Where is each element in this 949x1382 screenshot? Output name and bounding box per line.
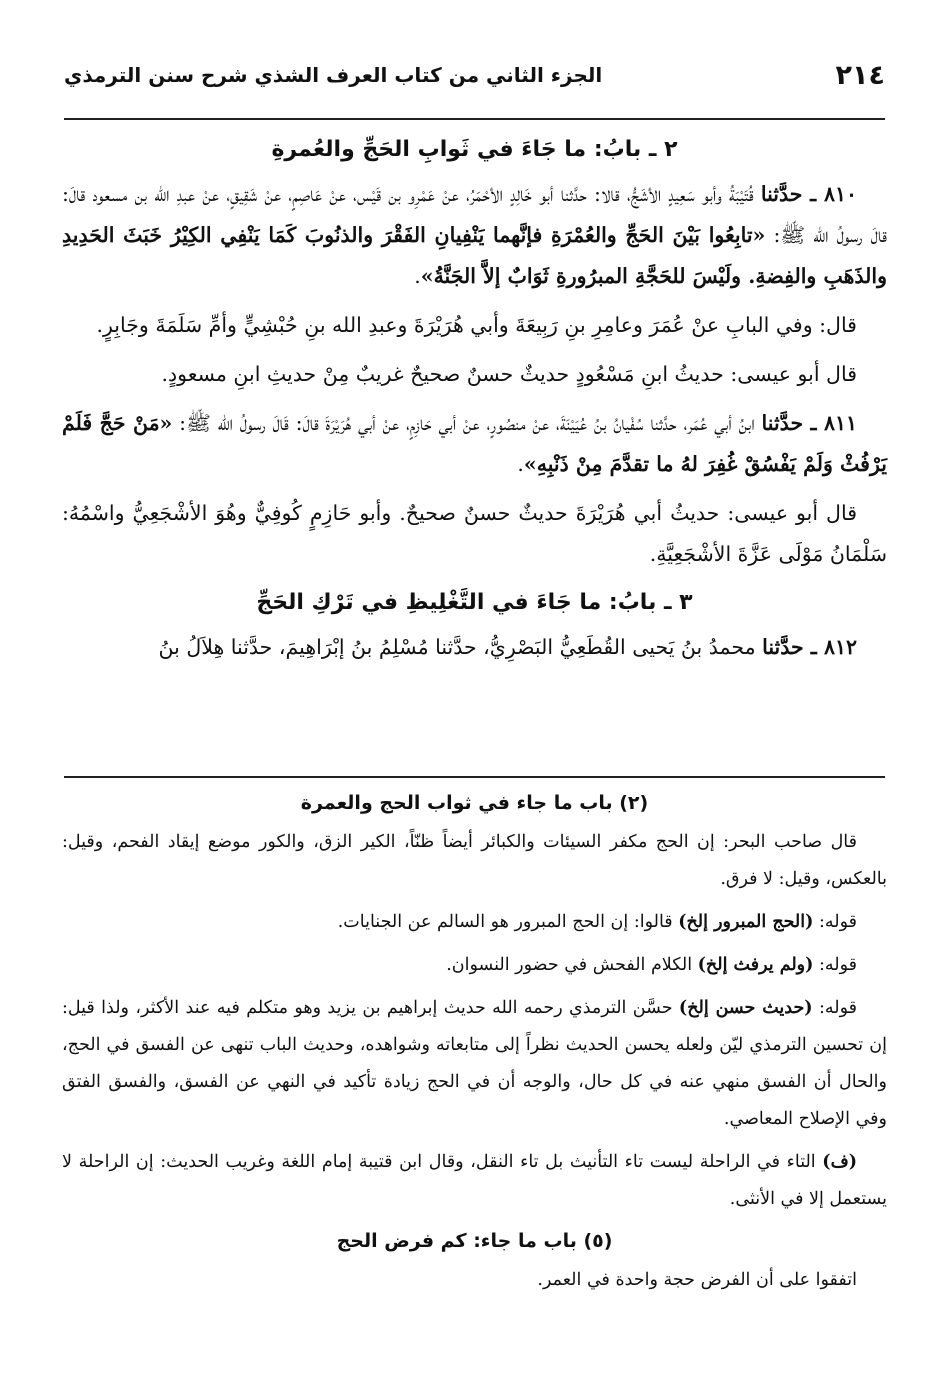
chapter-3-title: ٣ ـ بابُ: ما جَاءَ في التَّغْلِيظِ في تَرْكِ الحَجِّ xyxy=(256,590,693,615)
commentary-note-1: قال صاحب البحر: إن الحج مكفر السيئات والكبائر أيضاً ظنّاً، الكير الزق، والكور موضع إيقاد الفحم، وقيل: بالعكس، وقيل: لا فرق. xyxy=(62,832,887,889)
abu-isa-comment-1: قال أبو عيسى: حديثُ ابنِ مَسْعُودٍ حديثٌ حسنٌ صحيحٌ غريبٌ مِنْ حديثِ ابنِ مسعودٍ. xyxy=(161,362,857,386)
page-header xyxy=(64,52,885,98)
note-2-lead: قوله: xyxy=(813,912,857,932)
chapter-2-title: ٢ ـ بابُ: ما جَاءَ في ثَوابِ الحَجِّ والعُمرةِ xyxy=(271,137,678,162)
note-4-lead: قوله: xyxy=(812,998,857,1018)
hadith-811-matn: «مَنْ حَجَّ فَلَمْ يَرْفُثْ وَلَمْ يَفْسُقْ غُفِرَ لهُ ما تقدَّمَ مِنْ ذَنْبِهِ» xyxy=(62,411,887,476)
note-2-quote: (الحج المبرور إلخ) xyxy=(678,912,814,932)
note-3-lead: قوله: xyxy=(813,955,857,975)
page-number: ٢١٤ xyxy=(835,59,885,91)
fil-bab-paragraph: قال: وفي البابِ عنْ عُمَرَ وعامِرِ بنِ رَبِيعَةَ وأبي هُرَيْرَةَ وعبدِ الله بنِ حُبْشِيٍّ وأمِّ سَلَمَةَ وجَابِرٍ. xyxy=(96,313,857,337)
commentary-note-3 xyxy=(62,947,887,984)
commentary-title-5: (٥) باب ما جاء: كم فرض الحج xyxy=(336,1230,613,1252)
note-3-quote: (ولم يرفث إلخ) xyxy=(697,955,814,975)
hadith-811-number: ٨١١ ـ حدَّثنا xyxy=(761,411,858,435)
running-title: الجزء الثاني من كتاب العرف الشذي شرح سنن الترمذي xyxy=(64,63,603,87)
main-text xyxy=(62,128,887,668)
note-5-quote: (ف) xyxy=(822,1152,857,1172)
commentary xyxy=(62,784,887,1299)
hadith-810 xyxy=(62,174,887,297)
note-5-text: التاء في الراحلة ليست تاء التأنيث بل تاء النقل، وقال ابن قتيبة إمام اللغة وغريب الحديث: إن الراحلة لا يستعمل إلا في الأنثى. xyxy=(62,1152,887,1209)
note-3-text: الكلام الفحش في حضور النسوان. xyxy=(446,955,698,975)
hadith-810-matn: «تابِعُوا بَيْنَ الحَجِّ والعُمْرَةِ فإنَّهما يَنْفِيانِ الفَقْرَ والذنُوبَ كَمَا يَنْفِي الكِيْرُ خَبَثَ الحَدِيدِ والذَهَبِ والفِضةِ. ولَيْسَ للحَجَّةِ المبرُورةِ ثَوَابٌ إلاَّ الجَنَّةُ» xyxy=(62,223,887,288)
commentary-note-5 xyxy=(62,1144,887,1218)
header-rule xyxy=(64,118,885,120)
note-4-quote: (حديث حسن إلخ) xyxy=(678,998,813,1018)
note-4-text: حسَّن الترمذي رحمه الله حديث إبراهيم بن يزيد وهو متكلم فيه عند الأكثر، ولذا قيل: إن تحسين الترمذي ليّن ولعله يحسن الحديث نظراً إلى متابعاته وشواهده، وحديث الباب تنهى عن الفسق في الحج، والحال أن الفسق منهي عنه في كل حال، والوجه أن في الحج زيادة تأكيد في النهي عن الفسق، والفسق الفتق وفي الإصلاح المعاصي. xyxy=(62,998,887,1129)
commentary-note-4 xyxy=(62,990,887,1138)
commentary-title-2: (٢) باب ما جاء في ثواب الحج والعمرة xyxy=(300,792,649,814)
commentary-divider xyxy=(64,776,885,778)
hadith-810-isnad: قُتَيْبَةُ وأبو سَعِيدٍ الأشَجُّ، قالا: حدَّثنا أبو خَالِدٍ الأحْمَرُ، عنْ عَمْرِو بن قَيْس، عنْ عَاصِمٍ، عنْ شَقِيقٍ، عنْ عبدِ الله بن مسعود قالَ: قالَ رسولُ الله ﷺ: xyxy=(62,182,888,247)
note-2-text: قالوا: إن الحج المبرور هو السالم عن الجنايات. xyxy=(337,912,679,932)
hadith-811-end: . xyxy=(517,452,524,476)
hadith-810-number: ٨١٠ ـ حدَّثنا xyxy=(760,182,857,206)
hadith-811-isnad: ابنُ أبي عُمَر، حدَّثنا سُفْيانُ بنُ عُيَيْنَةَ، عنْ منصُورٍ، عنْ أبي حَازِمٍ، عنْ أبي هُرَيْرَةَ قالَ: قَالَ رسولُ الله ﷺ: xyxy=(172,411,762,435)
abu-isa-comment-2: قال أبو عيسى: حديثُ أبي هُرَيْرَةَ حديثٌ حسنٌ صحيحٌ. وأبو حَازِمٍ كُوفِيٌّ وهُوَ الأشْجَعِيُّ واسْمُهُ: سَلْمَانُ مَوْلَى عَزَّةَ الأشْجَعِيَّةِ. xyxy=(62,501,887,566)
hadith-812-isnad: محمدُ بنُ يَحيى القُطَعِيُّ البَصْرِيُّ، حدَّثنا مُسْلِمُ بنُ إبْرَاهِيمَ، حدَّثنا هِلاَلُ بنُ xyxy=(158,635,763,659)
hadith-812 xyxy=(62,627,887,668)
hadith-810-end: . xyxy=(414,264,421,288)
hadith-812-number: ٨١٢ ـ حدَّثنا xyxy=(762,635,857,659)
commentary-note-2 xyxy=(62,904,887,941)
hadith-811 xyxy=(62,403,887,485)
commentary-note-6: اتفقوا على أن الفرض حجة واحدة في العمر. xyxy=(537,1270,857,1290)
